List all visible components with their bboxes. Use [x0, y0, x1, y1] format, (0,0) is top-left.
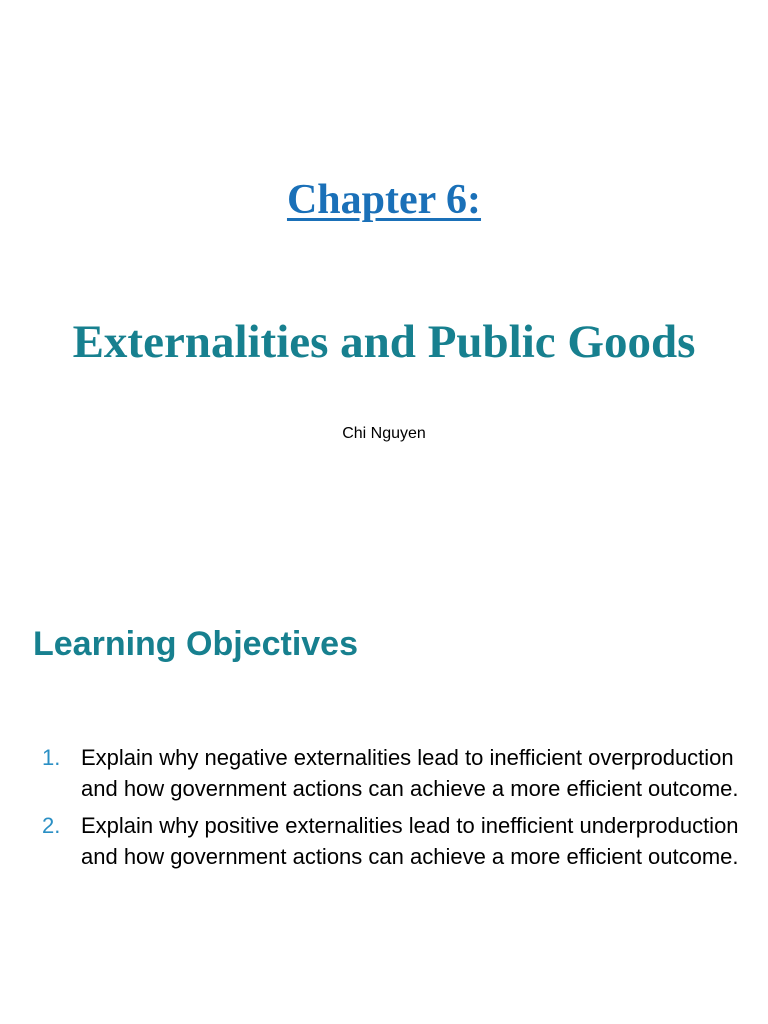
objectives-heading: Learning Objectives	[33, 625, 358, 663]
objective-text: Explain why positive externalities lead to inefficient underproduction and how government actions can achieve a more efficient outcome.	[81, 813, 739, 869]
objective-item	[40, 742, 760, 804]
objective-text: Explain why negative externalities lead to inefficient overproduction and how government actions can achieve a more efficient outcome.	[81, 745, 739, 801]
author-name: Chi Nguyen	[342, 425, 426, 442]
objective-number: 1.	[42, 745, 61, 770]
objective-item	[40, 810, 760, 872]
objectives-slide	[0, 512, 768, 1024]
objectives-list	[40, 742, 760, 878]
presentation-title: Externalities and Public Goods	[72, 316, 696, 368]
chapter-label: Chapter 6:	[286, 177, 482, 223]
objective-number: 2.	[42, 813, 61, 838]
chapter-heading	[0, 173, 768, 227]
